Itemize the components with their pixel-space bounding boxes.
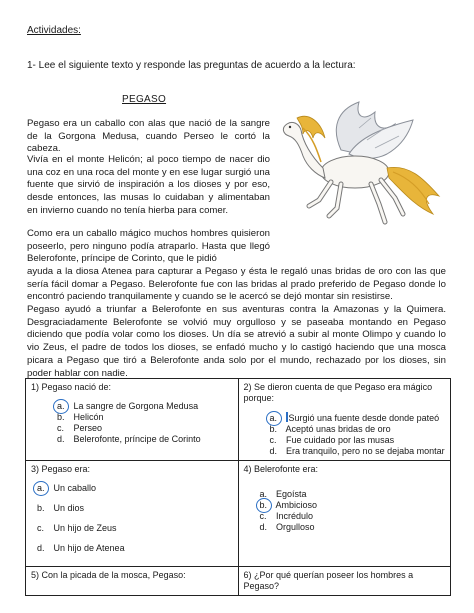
- option-label: Un hijo de Zeus: [53, 523, 117, 533]
- option-item[interactable]: [270, 412, 446, 424]
- question-4-options: [244, 489, 446, 533]
- option-label: Belerofonte, príncipe de Corinto: [73, 434, 201, 444]
- option-mark: c.: [269, 435, 277, 445]
- option-label: Incrédulo: [276, 511, 314, 521]
- option-mark: a.: [37, 483, 51, 494]
- option-label: Perseo: [73, 423, 103, 433]
- paragraph-3: Como era un caballo mágico muchos hombres quisieron poseerlo, pero ninguno podía atraparlo. Hasta que llegó Belerofonte, príncipe de Corinto, que le pidió: [27, 228, 270, 265]
- option-item[interactable]: [260, 500, 446, 511]
- option-label: Fue cuidado por las musas: [286, 435, 395, 445]
- option-mark: b.: [260, 500, 274, 511]
- option-label: Un dios: [53, 503, 85, 513]
- option-label: Helicón: [73, 412, 104, 422]
- option-label: Ambicioso: [275, 500, 318, 510]
- option-mark: c.: [37, 523, 45, 533]
- question-5-cell[interactable]: [26, 567, 239, 596]
- option-label: Egoísta: [276, 489, 307, 499]
- option-item[interactable]: [270, 446, 446, 457]
- question-3-text: 3) Pegaso era:: [31, 464, 91, 474]
- option-item[interactable]: [270, 424, 446, 435]
- option-mark: b.: [57, 412, 65, 422]
- question-2-cell: [238, 379, 451, 461]
- option-item[interactable]: [37, 503, 233, 514]
- option-label: La sangre de Gorgona Medusa: [73, 401, 199, 411]
- option-label: Aceptó unas bridas de oro: [285, 424, 391, 434]
- question-2-text: 2) Se dieron cuenta de que Pegaso era mágico porque:: [243, 382, 433, 403]
- option-item[interactable]: [57, 401, 233, 412]
- paragraph-2: Vivía en el monte Helicón; al poco tiempo de nacer dio una coz en una roca del monte y en ese lugar surgió una fuente que sirvió de inspiración a los dioses y por eso, desde entonces, las musas lo cuidaban y alimentaban en invierno cuando no tenía hierba para comer.: [27, 154, 270, 216]
- reading-title: PEGASO: [122, 94, 167, 105]
- option-item[interactable]: [57, 434, 233, 445]
- option-mark: b.: [269, 424, 278, 434]
- activities-heading: Actividades:: [27, 25, 81, 36]
- option-label: Un hijo de Atenea: [53, 543, 125, 553]
- option-mark: a.: [57, 401, 71, 412]
- questions-table: [25, 378, 451, 596]
- option-label: Orgulloso: [276, 522, 315, 532]
- question-5-text: 5) Con la picada de la mosca, Pegaso:: [31, 570, 186, 580]
- question-6-text: 6) ¿Por qué querían poseer los hombres a Pegaso?: [243, 570, 414, 591]
- option-item[interactable]: [260, 511, 446, 522]
- option-mark: a.: [270, 413, 284, 424]
- question-4-cell: [238, 461, 451, 567]
- question-1-text: 1) Pegaso nació de:: [31, 382, 112, 392]
- question-6-cell[interactable]: [238, 567, 451, 596]
- question-2-options: [244, 412, 446, 457]
- winged-horse-illustration: [263, 98, 455, 230]
- option-item[interactable]: [57, 412, 233, 423]
- option-mark: d.: [57, 434, 65, 444]
- question-4-text: 4) Belerofonte era:: [243, 464, 319, 474]
- option-mark: a.: [259, 489, 268, 499]
- option-mark: c.: [57, 423, 65, 433]
- option-mark: d.: [259, 522, 268, 532]
- question-3-cell: [26, 461, 239, 567]
- option-mark: b.: [37, 503, 45, 513]
- option-item[interactable]: [260, 489, 446, 500]
- option-item[interactable]: [270, 435, 446, 446]
- option-item[interactable]: [37, 543, 233, 554]
- option-mark: d.: [269, 446, 278, 456]
- option-label: Un caballo: [53, 483, 97, 493]
- option-mark: d.: [37, 543, 45, 553]
- paragraph-3-continued: ayuda a la diosa Atenea para capturar a Pegaso y ésta le regaló unas bridas de oro con las que sería fácil domar a Pegaso. Belerofonte fue con las bridas al prado preferido de Pegaso donde lo encontró paciendo tranquilamente y cuando se le acercó se dejó montar sin resistirse.: [27, 266, 446, 303]
- question-3-options: [31, 483, 233, 554]
- option-item[interactable]: [57, 423, 233, 434]
- paragraph-4: Pegaso ayudó a triunfar a Belerofonte en sus aventuras contra la Amazonas y la Quimera. Desgraciadamente Belerofonte se volvió muy orgulloso y se paseaba montando en Pegaso diciendo que podía volar como los dioses. Un día se atrevió a subir al monte Olimpo y cuando lo vio Zeus, el padre de todos los dioses, se enfadó mucho y lo castigó haciendo que una mosca picara a Pegaso que tiró a Belerofonte anda solo por el mundo, rechazado por los dioses, sin poder hablar con nadie.: [27, 304, 446, 379]
- option-item[interactable]: [37, 523, 233, 534]
- option-mark: c.: [259, 511, 267, 521]
- option-item[interactable]: [260, 522, 446, 533]
- paragraph-1: Pegaso era un caballo con alas que nació de la sangre de la Gorgona Medusa, cuando Perseo le cortó la cabeza.: [27, 118, 270, 155]
- option-label: Era tranquilo, pero no se dejaba montar: [286, 446, 445, 456]
- option-item[interactable]: [37, 483, 233, 494]
- question-1-options: [31, 401, 233, 445]
- pen-mark-icon: [286, 412, 288, 422]
- instruction-text: 1- Lee el siguiente texto y responde las preguntas de acuerdo a la lectura:: [27, 60, 356, 71]
- question-1-cell: [26, 379, 239, 461]
- option-label: Surgió una fuente desde donde pateó: [288, 413, 440, 423]
